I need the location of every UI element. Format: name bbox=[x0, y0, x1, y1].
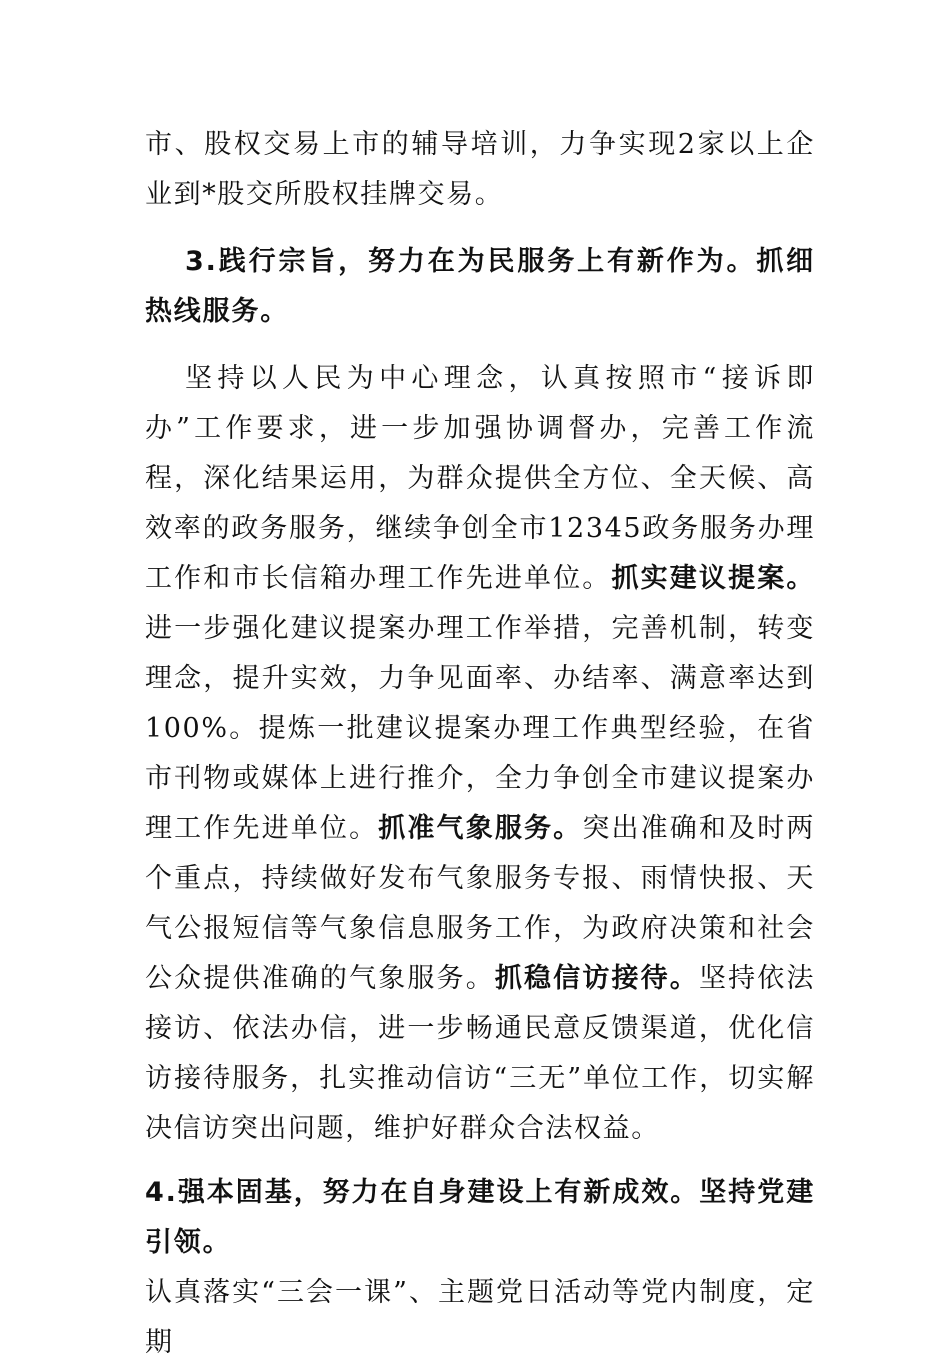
paragraph-text: 进一步强化建议提案办理工作举措，完善机制，转变理念，提升实效，力争见面率、办结率、满意率达到100%。提炼一批建议提案办理工作典型经验，在省市刊物或媒体上进行推介，全力争创全市建议提案办理工作先进单位。 bbox=[145, 613, 815, 844]
section-heading-4: 4.强本固基，努力在自身建设上有新成效。坚持党建引领。 bbox=[145, 1177, 815, 1258]
paragraph-text: 坚持依法接访、依法办信，进一步畅通民意反馈渠道，优化信访接待服务，扎实推动信访“三无”单位工作，切实解决信访突出问题，维护好群众合法权益。 bbox=[145, 963, 815, 1144]
paragraph-section-3 bbox=[145, 354, 815, 1154]
paragraph-text: 突出准确和及时两个重点，持续做好发布气象服务专报、雨情快报、天气公报短信等气象信息服务工作，为政府决策和社会公众提供准确的气象服务。 bbox=[145, 813, 815, 994]
paragraph-section-4: 认真落实“三会一课”、主题党日活动等党内制度，定期 bbox=[145, 1277, 815, 1358]
document-page bbox=[145, 120, 815, 1368]
paragraph-text: 坚持以人民为中心理念，认真按照市“接诉即办”工作要求，进一步加强协调督办，完善工作流程，深化结果运用，为群众提供全方位、全天候、高效率的政务服务，继续争创全市12345政务服务办理工作和市长信箱办理工作先进单位。 bbox=[145, 363, 815, 594]
subheading-proposals: 抓实建议提案。 bbox=[611, 563, 815, 594]
subheading-petitions: 抓稳信访接待。 bbox=[494, 963, 699, 994]
paragraph-continuation: 市、股权交易上市的辅导培训，力争实现2家以上企业到*股交所股权挂牌交易。 bbox=[145, 129, 815, 210]
section-heading-3: 3.践行宗旨，努力在为民服务上有新作为。抓细热线服务。 bbox=[145, 246, 815, 327]
subheading-weather: 抓准气象服务。 bbox=[378, 813, 583, 844]
